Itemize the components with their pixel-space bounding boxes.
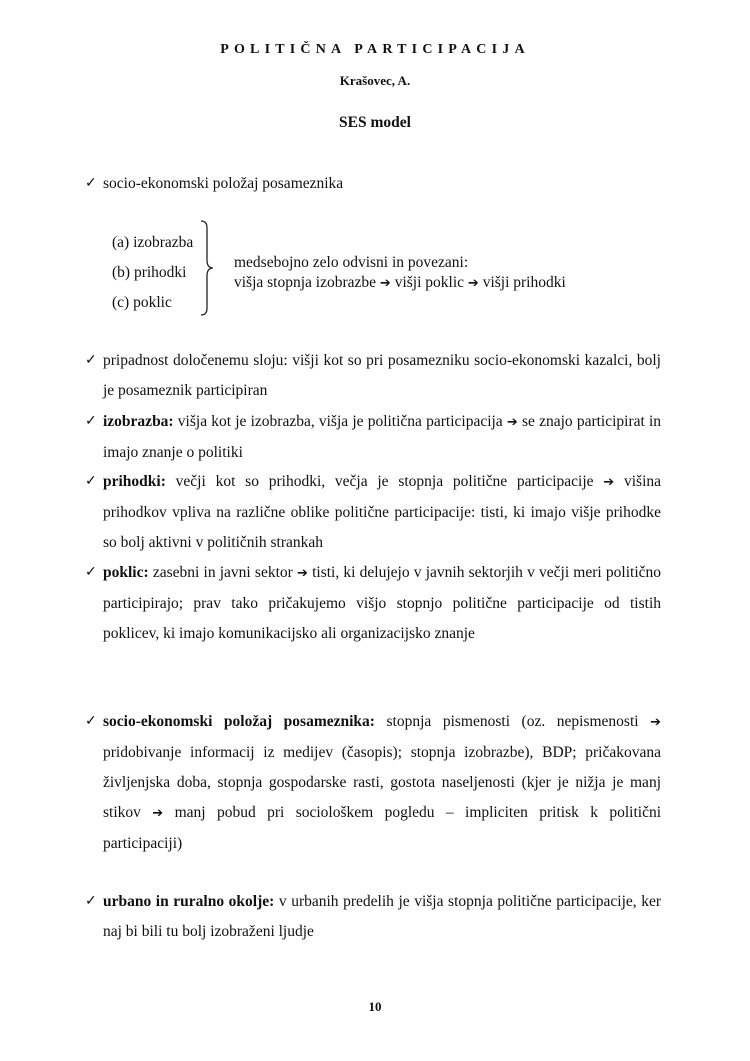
right-brace-icon [200,220,214,316]
arrow-right-icon: ➔ [506,415,518,430]
check-icon: ✓ [85,414,97,429]
check-icon: ✓ [85,565,97,580]
bullet-socio-economic-indicators: ✓ socio-ekonomski položaj posameznika: stopnja pismenosti (oz. nepismenosti ➔ pridobivanje informacij iz medijev (časopis); stopnja izobrazbe), BDP; pričakovana življenjska doba, stopnja gospodarske rasti, gostota naseljenosti (kjer je nižja je manj stikov ➔ manj pobud pri sociološkem pogledu – impliciten pritisk k politični participaciji) [103,707,661,859]
bullet-education: ✓ izobrazba: višja kot je izobrazba, višja je politična participacija ➔ se znajo participirat in imajo znanje o politiki [103,407,661,468]
bullet-label: izobrazba: [103,413,174,430]
brace-note-line2: višja stopnja izobrazbe ➔ višji poklic ➔ višji prihodki [234,274,566,291]
bullet-occupation: ✓ poklic: zasebni in javni sektor ➔ tisti, ki delujejo v javnih sektorjih v večji meri politično participirajo; prav tako pričakujemo višjo stopnjo politične participacije od tistih poklicev, ki imajo komunikacijsko ali organizacijsko znanje [103,558,661,649]
bullet-socio-economic-position [85,169,661,199]
page-title: POLITIČNA PARTICIPACIJA [220,42,530,57]
brace-note [234,253,566,294]
factor-list [112,228,193,318]
factor-item-income: (b) prihodki [112,264,187,281]
bullet-label: prihodki: [103,473,166,490]
check-icon: ✓ [85,474,97,489]
author-name: Krašovec, A. [339,73,411,88]
brace-note-line1: medsebojno zelo odvisni in povezani: [234,254,469,271]
bullet-label: poklic: [103,564,149,581]
factor-item-occupation: (c) poklic [112,294,172,311]
arrow-right-icon: ➔ [152,806,164,821]
page-number: 10 [368,999,382,1014]
check-icon: ✓ [85,176,97,191]
bullet-label: socio-ekonomski položaj posameznika: [103,713,375,730]
section-heading: SES model [339,114,411,131]
arrow-right-icon: ➔ [650,715,662,730]
arrow-right-icon: ➔ [603,475,615,490]
check-icon: ✓ [85,894,97,909]
arrow-right-icon: ➔ [379,276,391,291]
bullet-urban-rural: ✓ urbano in ruralno okolje: v urbanih predelih je višja stopnja politične participacije, ker naj bi bili tu bolj izobraženi ljudje [103,887,661,947]
arrow-right-icon: ➔ [297,566,308,581]
check-icon: ✓ [85,353,97,368]
bullet-label: urbano in ruralno okolje: [103,893,275,910]
bullet-text: pripadnost določenemu sloju: višji kot so pri posamezniku socio-ekonomski kazalci, bolj je posameznik participiran [103,352,661,399]
check-icon: ✓ [85,714,97,729]
bullet-income: ✓ prihodki: večji kot so prihodki, večja je stopnja politične participacije ➔ višina prihodkov vpliva na različne oblike politične participacije: tisti, ki imajo višje prihodke so bolj aktivni v političnih strankah [103,467,661,558]
bullet-class-membership [85,346,661,406]
factor-item-education: (a) izobrazba [112,234,194,251]
bullet-text: socio-ekonomski položaj posameznika [103,175,344,192]
arrow-right-icon: ➔ [467,276,479,291]
